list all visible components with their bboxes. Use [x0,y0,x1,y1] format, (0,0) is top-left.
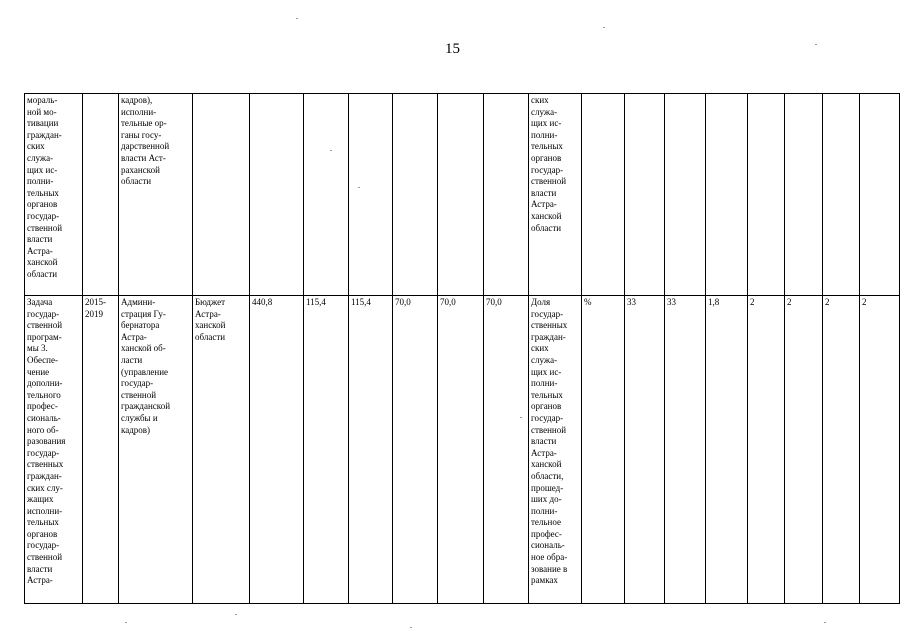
table-cell [83,296,119,604]
indicator-unit: % [584,297,592,307]
indicator-name: ских служа- щих ис- полни- тельных органов государ- ственной власти Астра- ханской области [531,95,567,233]
table-cell [83,94,119,296]
table-cell [706,94,748,296]
table-cell [823,296,860,604]
table-cell [393,94,438,296]
period: 2015- 2019 [85,297,106,319]
table-cell [785,94,823,296]
table-cell [823,94,860,296]
table-cell [393,296,438,604]
table-cell [349,94,393,296]
table-cell [748,94,785,296]
table-cell [748,296,785,604]
program-table [24,93,900,604]
indicator-value-6: 2 [825,297,830,307]
scan-speck [330,150,332,151]
funding-year-2: 115,4 [351,297,371,307]
table-cell [438,296,484,604]
table-cell [25,296,83,604]
table-cell [529,94,582,296]
table-cell [349,296,393,604]
indicator-value-7: 2 [862,297,867,307]
table-cell [665,94,706,296]
scan-speck [824,622,826,623]
table-cell [860,94,900,296]
table-cell [860,296,900,604]
table-cell [484,94,529,296]
table-cell [193,94,250,296]
table-cell [706,296,748,604]
table-row [25,296,900,604]
table-cell [625,296,665,604]
scan-speck [125,622,127,623]
table-cell [582,94,625,296]
indicator-value-5: 2 [787,297,792,307]
table-cell [529,296,582,604]
table-row [25,94,900,296]
table-cell [665,296,706,604]
table-cell [193,296,250,604]
scan-speck [296,18,298,19]
executor: кадров), исполни- тельные ор- ганы госу- дарственной власти Аст- раханской области [121,95,170,187]
funding-year-1: 115,4 [306,297,326,307]
table-cell [304,94,349,296]
scan-speck [815,44,817,45]
executor: Админи- страция Гу- бернатора Астра- ханской об- ласти (управление государ- ственной гражданской службы и кадров) [121,297,171,435]
activity-description: Задача государ- ственной програм- мы 3. Обеспе- чение дополни- тельного профес- сиональ- ного об- разования государ- ственных граждан- ских слу- жащих исполни- тельных органов государ- ственной власти Астра- [27,297,66,586]
indicator-value-4: 2 [750,297,755,307]
indicator-value-1: 33 [627,297,636,307]
table-cell [625,94,665,296]
indicator-name: Доля государ- ственных граждан- ских служа- щих ис- полни- тельных органов государ- ственной власти Астра- ханской области, прошед- ших до- полни- тельное профес- сиональ- ное обра- зование в рамках [531,297,568,586]
scan-speck [358,187,360,188]
table-cell [304,296,349,604]
table-cell [484,296,529,604]
activity-description: мораль- ной мо- тивации граждан- ских служа- щих ис- полни- тельных органов государ- ственной власти Астра- ханской области [27,95,63,279]
table-cell [119,94,193,296]
table-cell [25,94,83,296]
funding-source: Бюджет Астра- ханской области [195,297,226,342]
indicator-value-2: 33 [667,297,676,307]
table-cell [250,94,304,296]
table-cell [119,296,193,604]
scan-speck [520,417,522,418]
page-number: 15 [445,41,460,57]
scan-speck [603,27,605,28]
table-cell [785,296,823,604]
scan-speck [410,627,412,628]
indicator-value-3: 1,8 [708,297,720,307]
funding-total: 440,8 [252,297,273,307]
scan-speck [235,614,237,615]
table-cell [438,94,484,296]
funding-year-4: 70,0 [440,297,456,307]
table-cell [250,296,304,604]
funding-year-5: 70,0 [486,297,502,307]
funding-year-3: 70,0 [395,297,411,307]
table-cell [582,296,625,604]
